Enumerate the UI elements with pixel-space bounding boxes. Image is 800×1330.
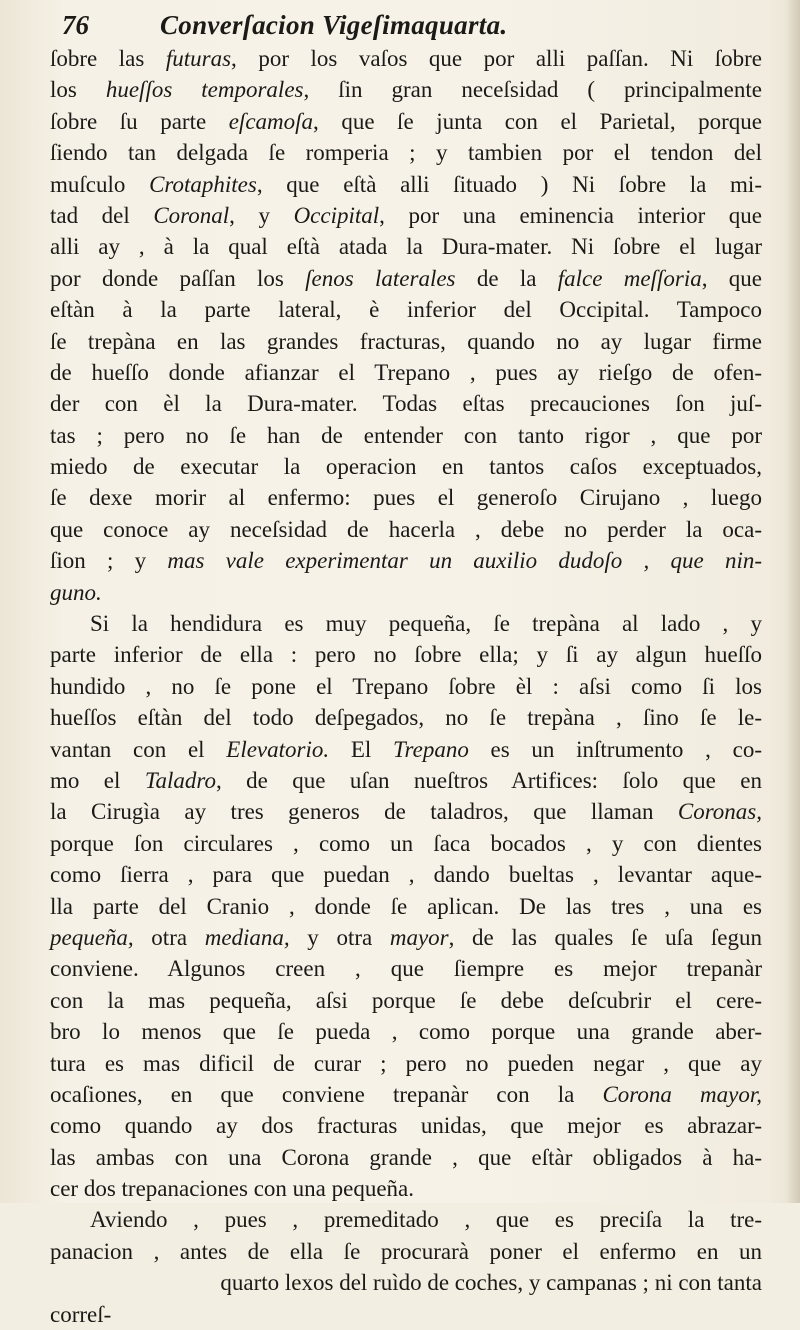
- running-title: Converſacion Vigeſimaquarta.: [160, 10, 508, 40]
- text-segment: , que ſe junta con el Parietal, porque: [313, 108, 762, 134]
- text-segment: por donde paſſan los: [50, 265, 306, 291]
- text-segment: muſculo: [50, 171, 150, 197]
- text-line: [50, 639, 762, 670]
- text-segment: , que: [701, 265, 762, 291]
- text-segment: , ſin gran neceſsidad ( principalmente: [303, 77, 762, 103]
- text-segment: Aviendo , pues , premeditado , que es preciſa la tre-: [90, 1207, 762, 1233]
- catchword: [50, 1267, 762, 1298]
- text-segment: como quando ay dos fracturas unidas, que mejor es abrazar-: [50, 1113, 762, 1139]
- text-segment: correſ-: [50, 1301, 112, 1327]
- text-segment: tas ; pero no ſe han de entender con tanto rigor , que por: [50, 422, 762, 448]
- text-segment: de hueſſo donde afianzar el Trepano , pues ay rieſgo de ofen-: [50, 359, 762, 385]
- text-line: [50, 514, 762, 545]
- text-segment: es un inſtrumento , co-: [468, 736, 762, 762]
- text-segment: que conoce ay neceſsidad de hacerla , debe no perder la oca-: [50, 516, 762, 542]
- text-line: [50, 922, 762, 953]
- text-line: [50, 608, 762, 639]
- text-segment: vantan con el: [50, 736, 227, 762]
- text-line: [50, 263, 762, 294]
- text-line: [50, 1110, 762, 1141]
- text-line: [50, 953, 762, 984]
- text-segment: eſtàn à la parte lateral, è inferior del Occipital. Tampoco: [50, 297, 762, 323]
- text-line: [50, 1016, 762, 1047]
- text-line: [50, 200, 762, 231]
- italic-text: falce meſſoria: [557, 265, 702, 291]
- italic-text: eſcamoſa: [228, 108, 314, 134]
- text-segment: la Cirugìa ay tres generos de taladros, que llaman: [50, 799, 678, 825]
- page-header: [62, 8, 762, 42]
- text-line: [50, 1142, 762, 1173]
- text-segment: ſobre las: [50, 46, 166, 71]
- italic-text: Taladro: [144, 767, 216, 793]
- italic-text: Trepano: [392, 736, 469, 762]
- text-segment: parte inferior de ella : pero no ſobre ella; y ſi ay algun hueſſo: [50, 642, 762, 668]
- text-line: [50, 451, 762, 482]
- text-line: [50, 1173, 762, 1204]
- italic-text: mediana,: [204, 924, 290, 950]
- text-line: [50, 482, 762, 513]
- italic-text: Coronal: [153, 202, 230, 228]
- text-line: [50, 388, 762, 419]
- text-segment: los: [50, 77, 106, 103]
- text-line: [50, 1204, 762, 1235]
- text-segment: hueſſos eſtàn del todo deſpegados, no ſe trepàna , ſino ſe le-: [50, 705, 762, 731]
- text-line: [50, 43, 762, 74]
- italic-text: Coronas,: [677, 799, 762, 825]
- text-segment: con la mas pequeña, aſsi porque ſe debe deſcubrir el cere-: [50, 987, 762, 1013]
- text-line: [50, 891, 762, 922]
- text-line: [50, 74, 762, 105]
- text-segment: , de las quales ſe uſa ſegun: [448, 924, 762, 950]
- text-segment: panacion , antes de ella ſe procurarà poner el enfermo en un: [50, 1238, 762, 1264]
- italic-text: mas vale experimentar un auxilio dudoſo , que nin-: [167, 548, 762, 574]
- text-segment: tura es mas dificil de curar ; pero no pueden negar , que ay: [50, 1050, 762, 1076]
- text-segment: de la: [455, 265, 558, 291]
- text-segment: ſe trepàna en las grandes fracturas, quando no ay lugar firme: [50, 328, 762, 354]
- text-segment: porque ſon circulares , como un ſaca bocados , y con dientes: [50, 830, 762, 856]
- text-segment: , por una eminencia interior que: [379, 202, 763, 228]
- italic-text: ſenos laterales: [305, 265, 456, 291]
- text-line: [50, 796, 762, 827]
- italic-text: futuras: [165, 46, 232, 71]
- text-line: [50, 1079, 762, 1110]
- text-segment: ocaſiones, en que conviene trepanàr con la: [50, 1081, 603, 1107]
- text-line: [50, 326, 762, 357]
- text-line: [50, 1048, 762, 1079]
- text-segment: , y: [229, 202, 294, 228]
- text-segment: lla parte del Cranio , donde ſe aplican. De las tres , una es: [50, 893, 762, 919]
- text-line: [50, 1299, 762, 1330]
- text-segment: y otra: [289, 924, 390, 950]
- text-line: [50, 577, 762, 608]
- text-segment: las ambas con una Corona grande , que eſtàr obligados à ha-: [50, 1144, 762, 1170]
- italic-text: hueſſos temporales: [105, 77, 304, 103]
- text-segment: ſion ; y: [50, 548, 168, 574]
- text-line: [50, 702, 762, 733]
- text-line: [50, 169, 762, 200]
- text-line: [50, 765, 762, 796]
- text-segment: hundido , no ſe pone el Trepano ſobre èl : aſsi como ſi los: [50, 673, 762, 699]
- italic-text: Crotaphites: [149, 171, 257, 197]
- text-segment: otra: [133, 924, 205, 950]
- text-segment: , de que uſan nueſtros Artifices: ſolo que en: [216, 767, 762, 793]
- text-line: [50, 294, 762, 325]
- text-segment: mo el: [50, 767, 145, 793]
- text-segment: quarto lexos del ruìdo de coches, y campanas ; ni con tanta: [220, 1270, 762, 1296]
- text-segment: alli ay , à la qual eſtà atada la Dura-mater. Ni ſobre el lugar: [50, 234, 762, 260]
- text-line: [50, 545, 762, 576]
- text-segment: El: [329, 736, 393, 762]
- text-segment: , por los vaſos que por alli paſſan. Ni ſobre: [231, 46, 762, 71]
- text-segment: ſe dexe morir al enfermo: pues el generoſo Cirujano , luego: [50, 485, 762, 511]
- text-segment: tad del: [50, 202, 154, 228]
- text-segment: como ſierra , para que puedan , dando bueltas , levantar aque-: [50, 862, 762, 888]
- text-line: [50, 671, 762, 702]
- text-line: [50, 106, 762, 137]
- text-segment: bro lo menos que ſe pueda , como porque una grande aber-: [50, 1019, 762, 1045]
- text-segment: conviene. Algunos creen , que ſiempre es mejor trepanàr: [50, 956, 762, 982]
- text-line: [50, 1236, 762, 1267]
- text-line: [50, 734, 762, 765]
- text-segment: ſobre ſu parte: [50, 108, 229, 134]
- text-segment: miedo de executar la operacion en tantos caſos exceptuados,: [50, 454, 762, 480]
- text-line: [50, 231, 762, 262]
- text-segment: Si la hendidura es muy pequeña, ſe trepàna al lado , y: [90, 611, 762, 637]
- text-line: [50, 420, 762, 451]
- italic-text: mayor: [389, 924, 449, 950]
- body-text: [50, 43, 762, 1330]
- page-edge-shadow: [786, 0, 800, 1203]
- italic-text: Corona mayor,: [602, 1081, 762, 1107]
- text-segment: ſiendo tan delgada ſe romperia ; y tambien por el tendon del: [50, 140, 762, 166]
- text-segment: , que eſtà alli ſituado ) Ni ſobre la mi-: [256, 171, 762, 197]
- italic-text: guno.: [50, 579, 102, 605]
- italic-text: pequeña,: [50, 924, 134, 950]
- text-line: [50, 137, 762, 168]
- text-segment: der con èl la Dura-mater. Todas eſtas precauciones ſon juſ-: [50, 391, 762, 417]
- page-number: 76: [62, 10, 89, 40]
- italic-text: Occipital: [293, 202, 380, 228]
- text-line: [50, 828, 762, 859]
- italic-text: Elevatorio.: [226, 736, 330, 762]
- text-line: [50, 357, 762, 388]
- text-line: [50, 859, 762, 890]
- text-line: [50, 985, 762, 1016]
- text-segment: cer dos trepanaciones con una pequeña.: [50, 1176, 415, 1202]
